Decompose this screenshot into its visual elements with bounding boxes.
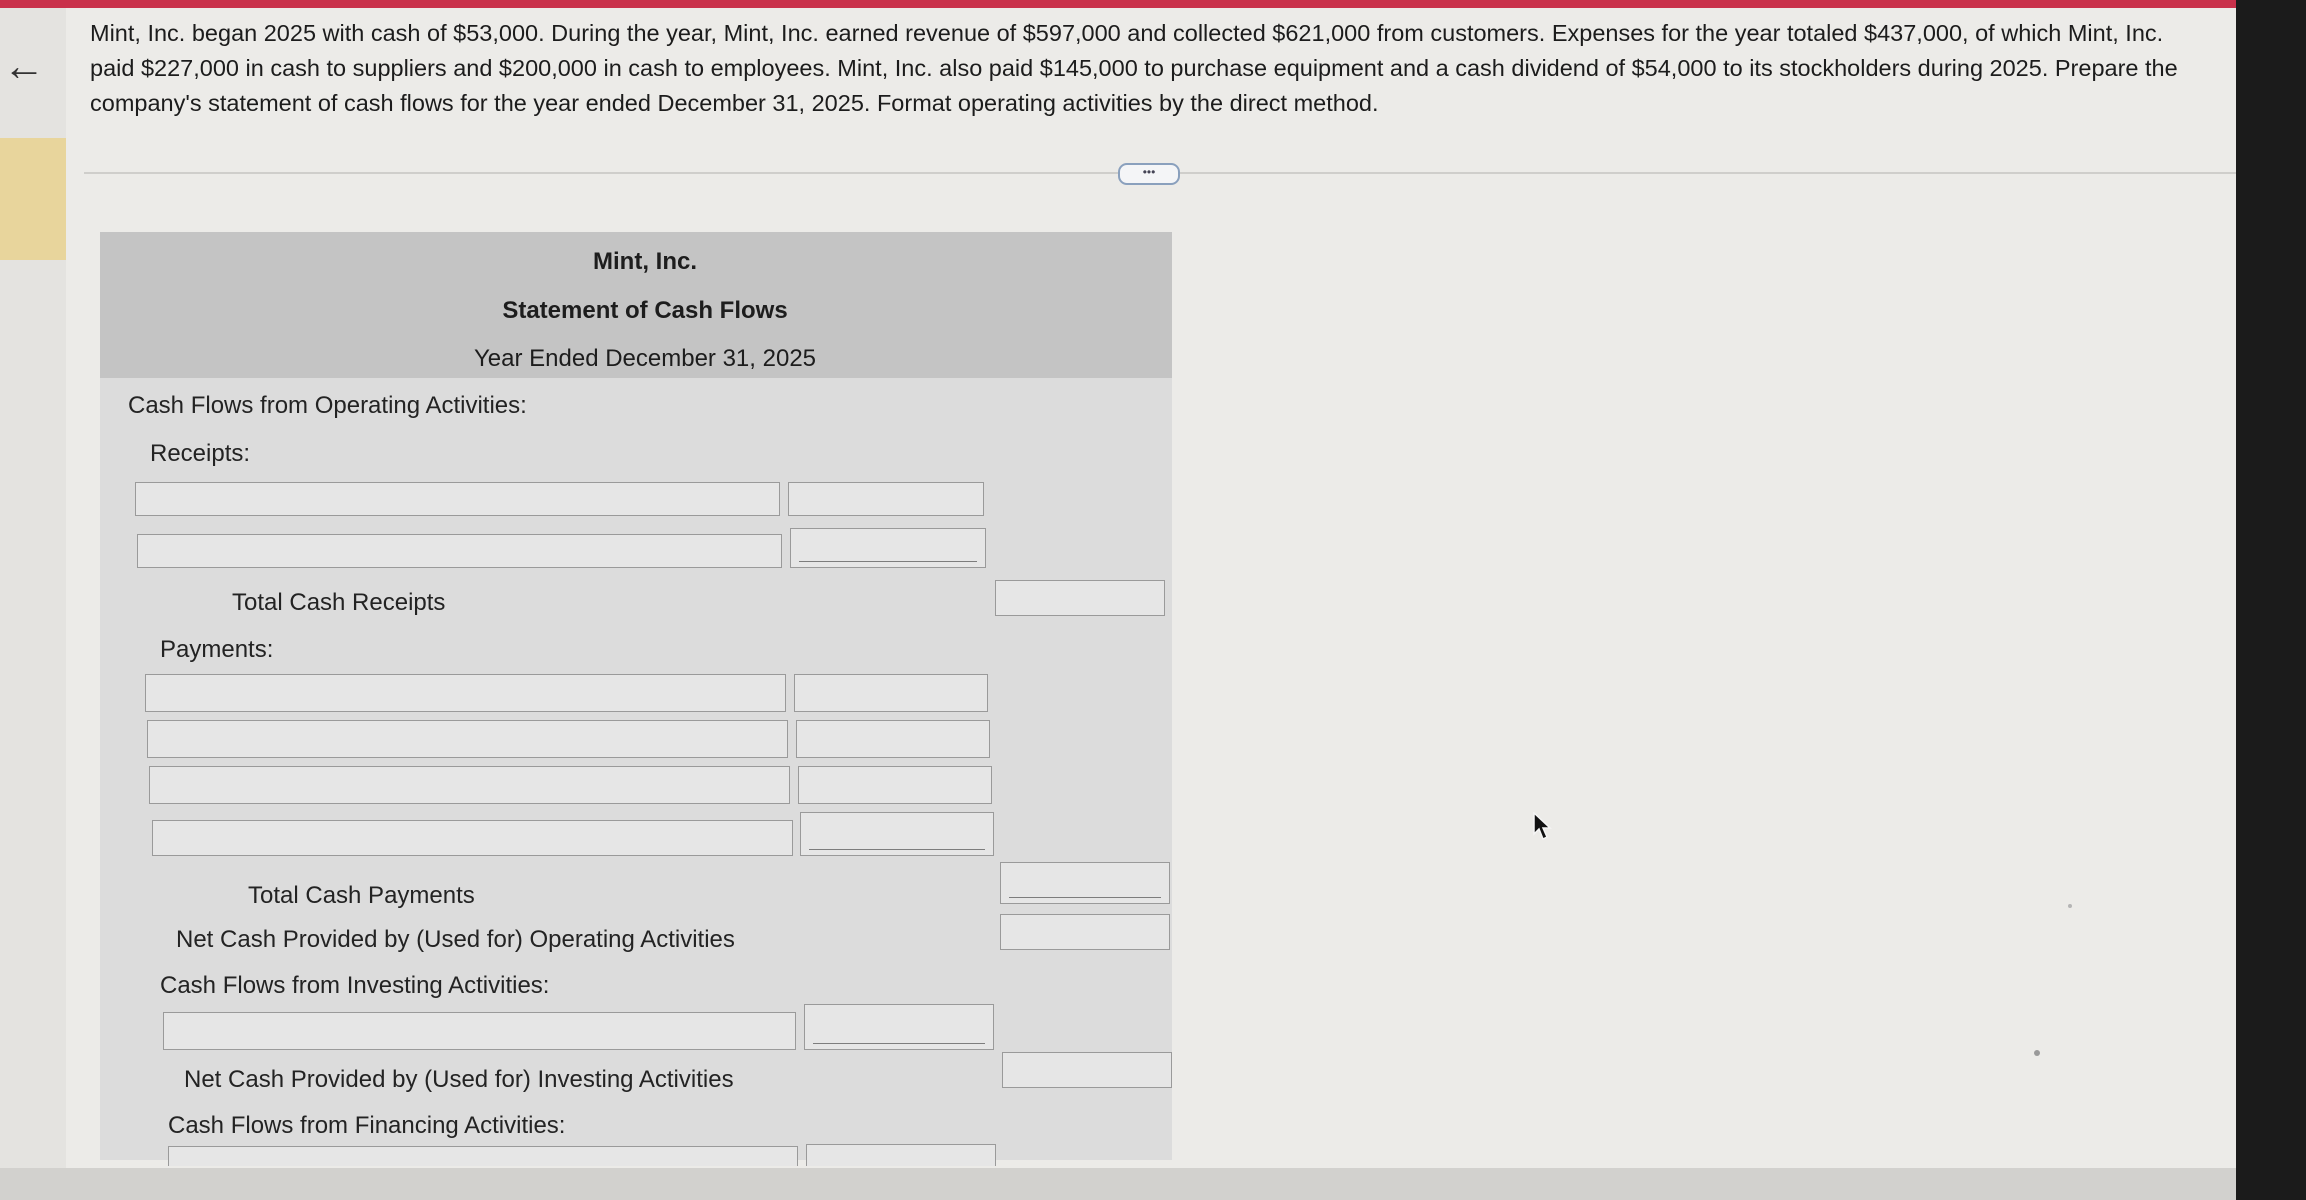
payment-3-description-input[interactable] xyxy=(150,767,789,803)
payment-2-amount-field[interactable] xyxy=(796,720,990,758)
statement-title: Statement of Cash Flows xyxy=(502,297,788,324)
total-payments-label: Total Cash Payments xyxy=(248,882,475,909)
company-name: Mint, Inc. xyxy=(593,248,697,275)
payment-2-description-input[interactable] xyxy=(148,721,787,757)
net-investing-label: Net Cash Provided by (Used for) Investing Activities xyxy=(184,1066,734,1093)
payment-1-amount-field[interactable] xyxy=(794,674,988,712)
financing-header: Cash Flows from Financing Activities: xyxy=(168,1112,566,1139)
payment-2-description-field[interactable] xyxy=(147,720,788,758)
screen-bottom-edge xyxy=(0,1168,2306,1200)
expand-more-button[interactable]: ••• xyxy=(1118,163,1180,185)
financing-1-amount-field[interactable] xyxy=(806,1144,996,1166)
investing-1-description-input[interactable] xyxy=(164,1013,795,1049)
investing-header: Cash Flows from Investing Activities: xyxy=(160,972,550,999)
financing-1-amount-input[interactable] xyxy=(807,1145,995,1166)
investing-1-amount-field[interactable] xyxy=(804,1004,994,1050)
payment-4-description-input[interactable] xyxy=(153,821,792,855)
payment-4-amount-field[interactable] xyxy=(800,812,994,856)
question-text: Mint, Inc. began 2025 with cash of $53,000. During the year, Mint, Inc. earned revenue of $597,000 and collected $621,000 from customers. Expenses for the year totaled $437,000, of which Mint, Inc. paid $227,000 in cash to suppliers and $200,000 in cash to employees. Mint, Inc. also paid $145,000 to purchase equipment and a cash dividend of $54,000 to its stockholders during 2025. Prepare the company's statement of cash flows for the year ended December 31, 2025. Format operating activities by the direct method. xyxy=(90,20,2178,116)
operating-header: Cash Flows from Operating Activities: xyxy=(128,392,527,419)
screen-right-edge xyxy=(2236,0,2306,1200)
net-operating-field[interactable] xyxy=(1000,914,1170,950)
net-investing-input[interactable] xyxy=(1003,1053,1171,1087)
net-investing-field[interactable] xyxy=(1002,1052,1172,1088)
total-payments-field[interactable] xyxy=(1000,862,1170,904)
financing-1-description-field[interactable] xyxy=(168,1146,798,1166)
payment-3-amount-field[interactable] xyxy=(798,766,992,804)
receipt-1-description-input[interactable] xyxy=(136,483,779,515)
receipt-2-description-field[interactable] xyxy=(137,534,782,568)
payment-1-amount-input[interactable] xyxy=(795,675,987,711)
receipt-1-amount-field[interactable] xyxy=(788,482,984,516)
statement-header xyxy=(100,232,1172,378)
net-operating-label: Net Cash Provided by (Used for) Operating Activities xyxy=(176,926,735,953)
back-arrow-icon[interactable]: ← xyxy=(3,42,45,89)
payment-4-description-field[interactable] xyxy=(152,820,793,856)
investing-1-amount-input[interactable] xyxy=(805,1005,993,1049)
payment-1-description-input[interactable] xyxy=(146,675,785,711)
top-accent-bar xyxy=(0,0,2306,8)
screen-speck xyxy=(2068,904,2072,908)
rail-highlight xyxy=(0,138,66,260)
payments-label: Payments: xyxy=(160,636,274,663)
financing-1-description-input[interactable] xyxy=(169,1147,797,1166)
receipt-2-amount-field[interactable] xyxy=(790,528,986,568)
total-receipts-label: Total Cash Receipts xyxy=(232,589,446,616)
total-payments-input[interactable] xyxy=(1001,863,1169,903)
receipt-2-description-input[interactable] xyxy=(138,535,781,567)
receipt-1-description-field[interactable] xyxy=(135,482,780,516)
payment-1-description-field[interactable] xyxy=(145,674,786,712)
statement-period: Year Ended December 31, 2025 xyxy=(473,345,817,372)
receipts-label: Receipts: xyxy=(150,440,251,467)
payment-3-amount-input[interactable] xyxy=(799,767,991,803)
mouse-pointer-icon xyxy=(1532,812,1554,842)
total-receipts-input[interactable] xyxy=(996,581,1164,615)
net-operating-input[interactable] xyxy=(1001,915,1169,949)
payment-4-amount-input[interactable] xyxy=(801,813,993,855)
cash-flow-statement-panel xyxy=(100,232,1172,1160)
receipt-2-amount-input[interactable] xyxy=(791,529,985,567)
screen-speck xyxy=(2034,1050,2040,1056)
payment-2-amount-input[interactable] xyxy=(797,721,989,757)
payment-3-description-field[interactable] xyxy=(149,766,790,804)
investing-1-description-field[interactable] xyxy=(163,1012,796,1050)
receipt-1-amount-input[interactable] xyxy=(789,483,983,515)
total-receipts-field[interactable] xyxy=(995,580,1165,616)
